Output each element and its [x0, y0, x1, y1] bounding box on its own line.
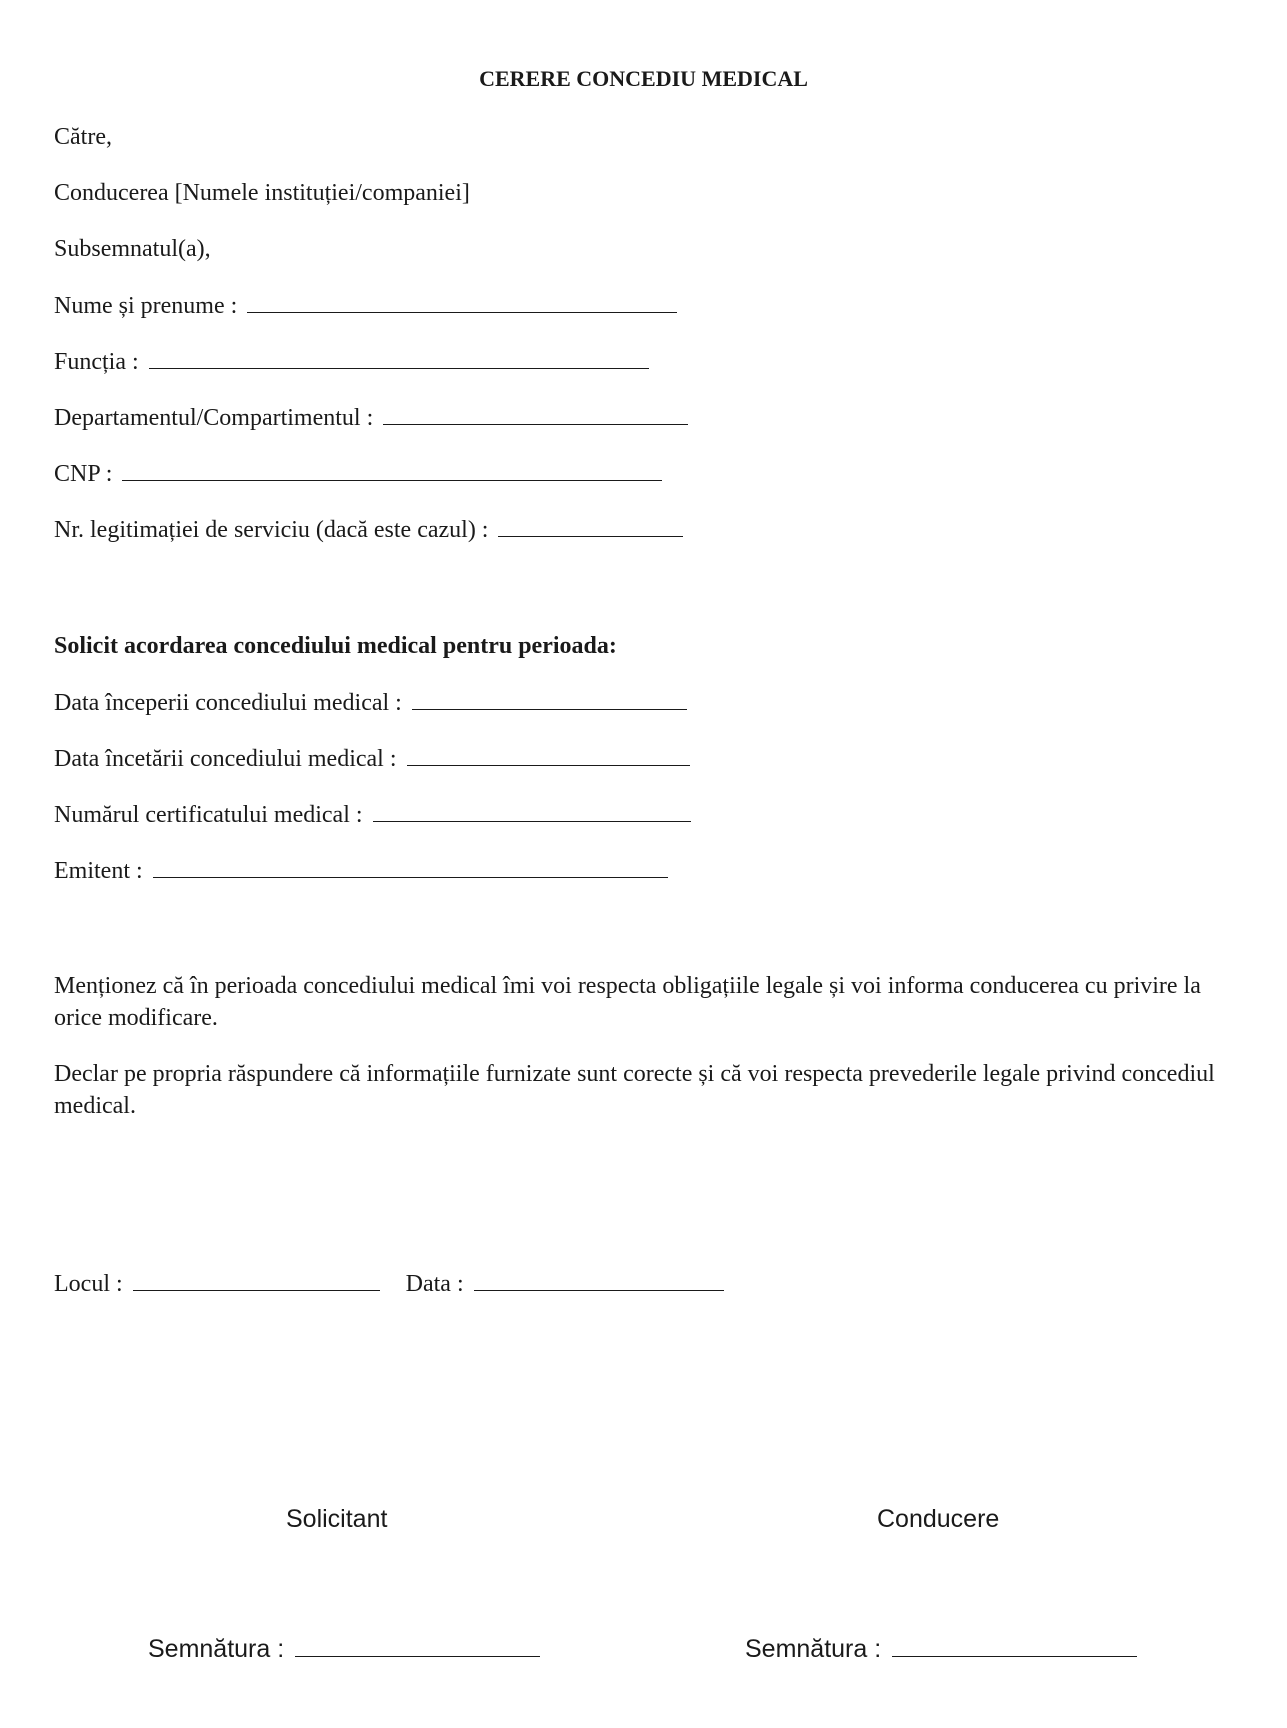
date-field[interactable]: [474, 1268, 724, 1291]
function-label: Funcția :: [54, 349, 139, 375]
name-row: [54, 290, 677, 321]
end-date-row: [54, 743, 690, 774]
date-label: Data :: [405, 1271, 464, 1297]
certificate-row: [54, 799, 691, 830]
place-field[interactable]: [133, 1268, 380, 1291]
certificate-field[interactable]: [373, 799, 691, 822]
name-field[interactable]: [247, 290, 677, 313]
place-label: Locul :: [54, 1271, 123, 1297]
issuer-row: [54, 855, 668, 886]
issuer-label: Emitent :: [54, 858, 143, 884]
department-row: [54, 402, 688, 433]
end-date-label: Data încetării concediului medical :: [54, 746, 397, 772]
badge-field[interactable]: [498, 514, 683, 537]
management-heading: Conducere: [877, 1505, 1000, 1533]
applicant-heading: Solicitant: [286, 1505, 388, 1533]
function-field[interactable]: [149, 346, 649, 369]
end-date-field[interactable]: [407, 743, 690, 766]
undersigned-label: Subsemnatul(a),: [54, 236, 211, 262]
management-signature-label: Semnătura :: [745, 1635, 882, 1663]
request-heading: Solicit acordarea concediului medical pentru perioada:: [54, 633, 617, 659]
cnp-row: [54, 458, 662, 489]
department-field[interactable]: [383, 402, 688, 425]
badge-row: [54, 514, 683, 545]
recipient-management: Conducerea [Numele instituției/companiei]: [54, 180, 470, 206]
applicant-signature-row: [148, 1634, 540, 1664]
place-date-row: [54, 1268, 724, 1299]
issuer-field[interactable]: [153, 855, 668, 878]
management-signature-field[interactable]: [892, 1634, 1137, 1657]
recipient-to: Către,: [54, 124, 112, 150]
name-label: Nume și prenume :: [54, 293, 238, 319]
start-date-label: Data începerii concediului medical :: [54, 690, 402, 716]
cnp-field[interactable]: [122, 458, 662, 481]
start-date-field[interactable]: [412, 687, 687, 710]
management-signature-row: [745, 1634, 1137, 1664]
function-row: [54, 346, 649, 377]
cnp-label: CNP :: [54, 461, 113, 487]
applicant-signature-label: Semnătura :: [148, 1635, 285, 1663]
certificate-label: Numărul certificatului medical :: [54, 802, 363, 828]
declare-statement: Declar pe propria răspundere că informațiile furnizate sunt corecte și că voi respecta prevederile legale privind concediul medical.: [54, 1061, 1215, 1119]
department-label: Departamentul/Compartimentul :: [54, 405, 374, 431]
document-title: CERERE CONCEDIU MEDICAL: [479, 66, 808, 91]
mention-statement: Menționez că în perioada concediului medical îmi voi respecta obligațiile legale și voi informa conducerea cu privire la orice modificare.: [54, 973, 1201, 1031]
start-date-row: [54, 687, 687, 718]
badge-label: Nr. legitimației de serviciu (dacă este cazul) :: [54, 517, 489, 543]
applicant-signature-field[interactable]: [295, 1634, 540, 1657]
